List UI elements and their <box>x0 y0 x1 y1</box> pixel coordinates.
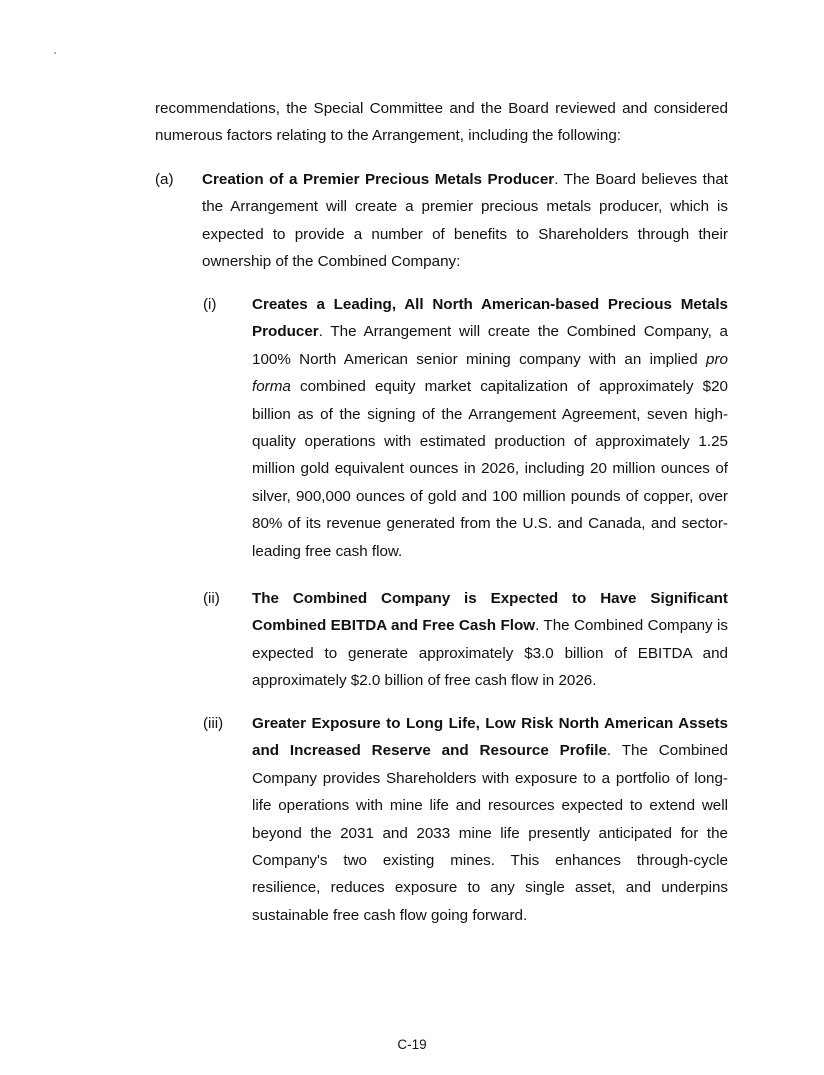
sub-item-text-continued: combined equity market capitalization of approximately $20 billion as of the signing of the Arrangement Agreement, seven high-quality operations with estimated production of approximately 1.25 million gold equivalent ounces in 2026, including 20 million ounces of silver, 900,000 ounces of gold and 100 million pounds of copper, over 80% of its revenue generated from the U.S. and Canada, and sector-leading free cash flow. <box>252 378 728 560</box>
page-number: C-19 <box>397 1037 427 1052</box>
item-text: . The Board believes that the Arrangement will create a premier precious metals producer, which is expected to provide a number of benefits to Shareholders through their ownership of the Combined Company: <box>202 171 728 271</box>
list-item-body <box>202 166 728 276</box>
sub-item-heading: Creates a Leading, All North American-based Precious Metals Producer <box>252 296 728 341</box>
sub-item-text: . The Combined Company is expected to generate approximately $3.0 billion of EBITDA and approximately $2.0 billion of free cash flow in 2026. <box>252 617 728 690</box>
sub-item-heading: Greater Exposure to Long Life, Low Risk North American Assets and Increased Reserve and Resource Profile <box>252 715 728 760</box>
sub-item-heading: The Combined Company is Expected to Have Significant Combined EBITDA and Free Cash Flow <box>252 590 728 635</box>
sub-item-text: . The Combined Company provides Shareholders with exposure to a portfolio of long-life operations with mine life and resources expected to extend well beyond the 2031 and 2033 mine life presently anticipated for the Company's two existing mines. This enhances through-cycle resilience, reduces exposure to any single asset, and underpins sustainable free cash flow going forward. <box>252 742 729 924</box>
sub-item-body <box>252 710 728 929</box>
scan-speck <box>54 52 56 54</box>
sub-item-text: . The Arrangement will create the Combined Company, a 100% North American senior mining company with an implied <box>252 323 728 368</box>
item-heading: Creation of a Premier Precious Metals Producer <box>202 171 555 188</box>
sub-item-italic: pro forma <box>252 350 728 396</box>
list-marker: (a) <box>155 171 174 188</box>
sub-list-marker: (iii) <box>203 715 224 732</box>
sub-list-marker: (i) <box>203 296 217 313</box>
intro-paragraph: recommendations, the Special Committee and the Board reviewed and considered numerous factors relating to the Arrangement, including the following: <box>155 100 728 145</box>
sub-list-marker: (ii) <box>203 590 220 607</box>
sub-item-body <box>252 585 728 695</box>
sub-item-body <box>252 291 728 565</box>
